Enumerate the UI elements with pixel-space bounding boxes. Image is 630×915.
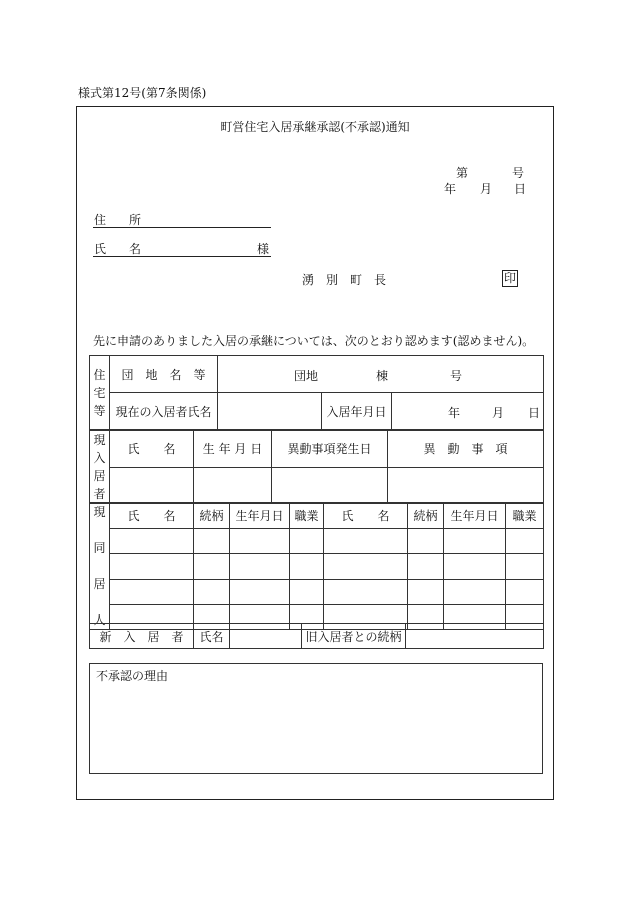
move-in-label: 入居年月日: [322, 393, 392, 430]
co-header-relation-2: 続柄: [408, 503, 444, 529]
reason-label: 不承認の理由: [96, 669, 169, 683]
cohabitants-table: [89, 502, 544, 630]
cohabitants-side-label: 現 同 居 人: [90, 503, 110, 630]
body-text: 先に申請のありました入居の承継については、次のとおり認めます(認めません)。: [93, 334, 535, 348]
co-cell: [194, 529, 230, 554]
co-cell: [444, 579, 506, 604]
date-year: 年: [444, 182, 457, 196]
co-cell: [110, 529, 194, 554]
co-header-birth-1: 生年月日: [230, 503, 290, 529]
cr-cell: [110, 467, 194, 504]
co-cell: [506, 529, 544, 554]
cr-cell: [194, 467, 272, 504]
form-number-label: 様式第12号(第7条関係): [78, 86, 207, 100]
co-cell: [194, 554, 230, 579]
co-header-job-1: 職業: [290, 503, 324, 529]
co-cell: [324, 554, 408, 579]
address-label-1: 住: [94, 213, 107, 227]
current-name-value: [218, 393, 322, 430]
name-line: [93, 240, 271, 257]
co-cell: [408, 529, 444, 554]
relation-value: [406, 624, 544, 649]
cr-cell: [272, 467, 388, 504]
co-cell: [194, 579, 230, 604]
current-resident-side-label: 現 入 居 者: [90, 431, 110, 504]
current-resident-table: [89, 430, 544, 504]
co-cell: [444, 554, 506, 579]
co-cell: [110, 579, 194, 604]
new-resident-name-label: 氏名: [194, 624, 230, 649]
cr-header-change-date: 異動事項発生日: [272, 431, 388, 468]
address-line: [93, 211, 271, 228]
number-go: 号: [512, 166, 525, 180]
reason-box: [89, 663, 543, 774]
relation-label: 旧入居者との続柄: [302, 624, 406, 649]
co-cell: [408, 554, 444, 579]
co-cell: [110, 554, 194, 579]
co-cell: [444, 529, 506, 554]
co-cell: [324, 529, 408, 554]
co-cell: [506, 554, 544, 579]
co-cell: [230, 529, 290, 554]
co-cell: [290, 529, 324, 554]
new-resident-table: [89, 623, 544, 649]
cr-cell: [388, 467, 544, 504]
number-dai: 第: [456, 166, 469, 180]
co-header-name-1: 氏 名: [110, 503, 194, 529]
issuer-name: 湧 別 町 長: [302, 273, 387, 287]
name-label-2: 名: [129, 242, 142, 256]
co-cell: [324, 579, 408, 604]
new-resident-name-value: [230, 624, 302, 649]
cr-header-name: 氏 名: [110, 431, 194, 468]
cr-header-change-item: 異 動 事 項: [388, 431, 544, 468]
danchi-value: 団地 棟 号: [218, 356, 544, 393]
move-in-value: 年 月 日: [392, 393, 544, 430]
document-title: 町営住宅入居承継承認(不承認)通知: [220, 120, 410, 134]
name-sama: 様: [257, 242, 270, 256]
co-cell: [230, 579, 290, 604]
housing-side-label: 住 宅 等: [90, 356, 110, 430]
name-label-1: 氏: [94, 242, 107, 256]
co-cell: [290, 554, 324, 579]
co-cell: [230, 554, 290, 579]
new-resident-label: 新 入 居 者: [90, 624, 194, 649]
date-month: 月: [480, 182, 493, 196]
co-header-relation-1: 続柄: [194, 503, 230, 529]
co-cell: [290, 579, 324, 604]
date-day: 日: [514, 182, 527, 196]
housing-table: [89, 355, 544, 430]
address-label-2: 所: [129, 213, 142, 227]
cr-header-birth: 生 年 月 日: [194, 431, 272, 468]
co-header-job-2: 職業: [506, 503, 544, 529]
co-cell: [408, 579, 444, 604]
current-name-label: 現在の入居者氏名: [110, 393, 218, 430]
co-header-birth-2: 生年月日: [444, 503, 506, 529]
co-cell: [506, 579, 544, 604]
co-header-name-2: 氏 名: [324, 503, 408, 529]
seal-icon: 印: [503, 271, 516, 285]
danchi-label: 団 地 名 等: [110, 356, 218, 393]
